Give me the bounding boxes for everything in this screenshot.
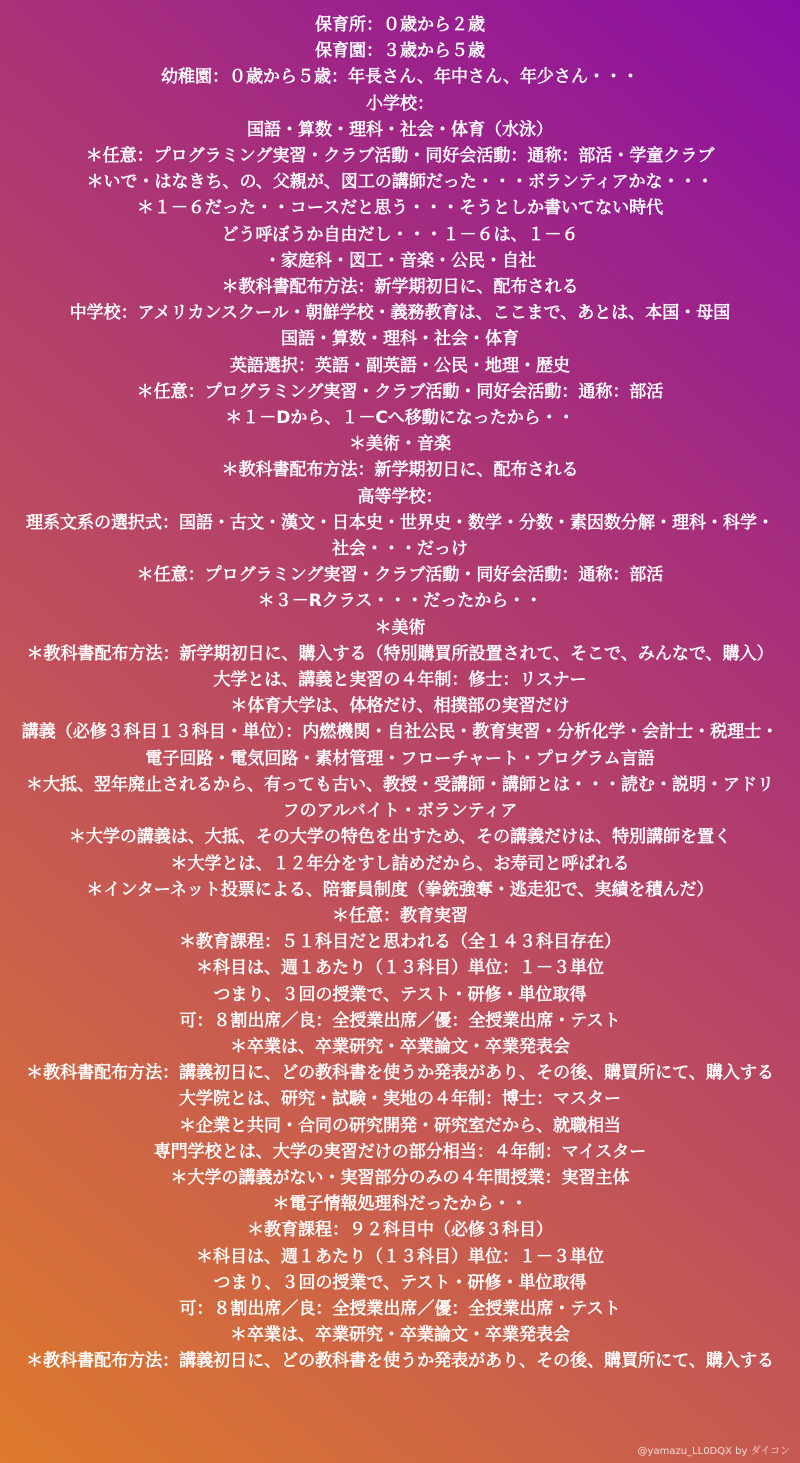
text-line: 理系文系の選択式：国語・古文・漢文・日本史・世界史・数学・分数・素因数分解・理科・科学・社会・・・だっけ bbox=[26, 512, 774, 560]
text-line: 保育所：０歳から２歳 bbox=[315, 15, 485, 35]
text-line: ＊卒業は、卒業研究・卒業論文・卒業発表会 bbox=[230, 1325, 570, 1346]
text-line: 大学院とは、研究・試験・実地の４年制：博士：マスター bbox=[179, 1089, 621, 1110]
text-line: ＊美術 bbox=[374, 617, 426, 638]
text-line: ＊いで・はなきち、の、父親が、図工の講師だった・・・ボランティアかな・・・ bbox=[86, 172, 714, 193]
text-line: 可：８割出席／良：全授業出席／優：全授業出席・テスト bbox=[179, 1298, 621, 1319]
text-line: ・家庭科・図工・音楽・公民・自社 bbox=[264, 250, 536, 271]
education-notes-text bbox=[20, 12, 780, 1375]
text-line: 講義（必修３科目１３科目・単位）：内燃機関・自社公民・教育実習・分析化学・会計士・税理士・電子回路・電気回路・素材管理・フローチャート・プログラム言語 bbox=[21, 722, 779, 769]
text-line: ＊大学の講義がない・実習部分のみの４年間授業：実習主体 bbox=[170, 1167, 630, 1188]
text-line: ＊大学の講義は、大抵、その大学の特色を出すため、その講義だけは、特別講師を置く bbox=[68, 827, 732, 848]
text-line: ＊美術・音楽 bbox=[349, 434, 451, 455]
text-line: 英語選択：英語・副英語・公民・地理・歴史 bbox=[230, 355, 570, 376]
text-line: 専門学校とは、大学の実習だけの部分相当：４年制：マイスター bbox=[153, 1141, 647, 1162]
text-line: 幼稚園：０歳から５歳：年長さん、年中さん、年少さん・・・ bbox=[160, 67, 640, 88]
text-line: 中学校：アメリカンスクール・朝鮮学校・義務教育は、ここまで、あとは、本国・母国 bbox=[69, 303, 731, 324]
text-line: ＊大抵、翌年廃止されるから、有っても古い、教授・受講師・講師とは・・・読む・説明・アドリフのアルバイト・ボランティア bbox=[26, 774, 774, 822]
text-line: ＊教育課程：９２科目中（必修３科目） bbox=[247, 1220, 553, 1241]
text-line: ＊科目は、週１あたり（１３科目）単位：１－３単位 bbox=[196, 1246, 604, 1267]
text-line: ＊体育大学は、体格だけ、相撲部の実習だけ bbox=[230, 696, 570, 717]
text-line: 小学校： bbox=[366, 93, 434, 114]
text-line: 高等学校： bbox=[357, 486, 443, 507]
text-line: ＊任意：プログラミング実習・クラブ活動・同好会活動：通称：部活・学童クラブ bbox=[85, 146, 715, 167]
text-line: ＊教育課程：５１科目だと思われる（全１４３科目存在） bbox=[179, 932, 621, 953]
text-line: ＊インターネット投票による、陪審員制度（拳銃強奪・逃走犯で、実績を積んだ） bbox=[86, 879, 714, 900]
text-line: 大学とは、講義と実習の４年制：修士：リスナー bbox=[213, 670, 587, 691]
text-line: ＊教科書配布方法：新学期初日に、配布される bbox=[221, 460, 579, 481]
text-line: ＊卒業は、卒業研究・卒業論文・卒業発表会 bbox=[230, 1036, 570, 1057]
watermark: @yamazu_LL0DQX by ダイコン bbox=[637, 1446, 790, 1457]
text-line: つまり、３回の授業で、テスト・研修・単位取得 bbox=[213, 984, 587, 1005]
text-line: ＊教科書配布方法：講義初日に、どの教科書を使うか発表があり、その後、購買所にて、購入する bbox=[26, 1351, 774, 1372]
text-line: ＊任意：プログラミング実習・クラブ活動・同好会活動：通称：部活 bbox=[136, 381, 664, 402]
text-line: ＊教科書配布方法：新学期初日に、配布される bbox=[221, 277, 579, 298]
text-line: ＊教科書配布方法：講義初日に、どの教科書を使うか発表があり、その後、購買所にて、購入する bbox=[26, 1063, 774, 1084]
text-line: 国語・算数・理科・社会・体育（水泳） bbox=[247, 119, 553, 140]
text-line: どう呼ぼうか自由だし・・・１－６は、１－６ bbox=[221, 224, 579, 245]
text-line: 可：８割出席／良：全授業出席／優：全授業出席・テスト bbox=[179, 1010, 621, 1031]
text-line: ＊大学とは、１２年分をすし詰めだから、お寿司と呼ばれる bbox=[170, 853, 630, 874]
text-line: ＊１－６だった・・コースだと思う・・・そうとしか書いてない時代 bbox=[136, 198, 664, 219]
text-line: ＊１－Dから、１－Cへ移動になったから・・ bbox=[225, 408, 575, 429]
text-line: つまり、３回の授業で、テスト・研修・単位取得 bbox=[213, 1272, 587, 1293]
text-line: ＊３－Rクラス・・・だったから・・ bbox=[257, 591, 543, 612]
text-line: ＊任意：教育実習 bbox=[332, 905, 468, 926]
text-line: ＊企業と共同・合同の研究開発・研究室だから、就職相当 bbox=[179, 1115, 621, 1136]
text-line: ＊教科書配布方法：新学期初日に、購入する（特別購買所設置されて、そこで、みんなで、購入） bbox=[26, 643, 774, 664]
text-line: ＊任意：プログラミング実習・クラブ活動・同好会活動：通称：部活 bbox=[136, 565, 664, 586]
text-line: 保育園：３歳から５歳 bbox=[315, 41, 485, 62]
text-line: ＊電子情報処理科だったから・・ bbox=[272, 1194, 528, 1215]
text-line: ＊科目は、週１あたり（１３科目）単位：１－３単位 bbox=[196, 958, 604, 979]
text-line: 国語・算数・理科・社会・体育 bbox=[281, 329, 519, 350]
